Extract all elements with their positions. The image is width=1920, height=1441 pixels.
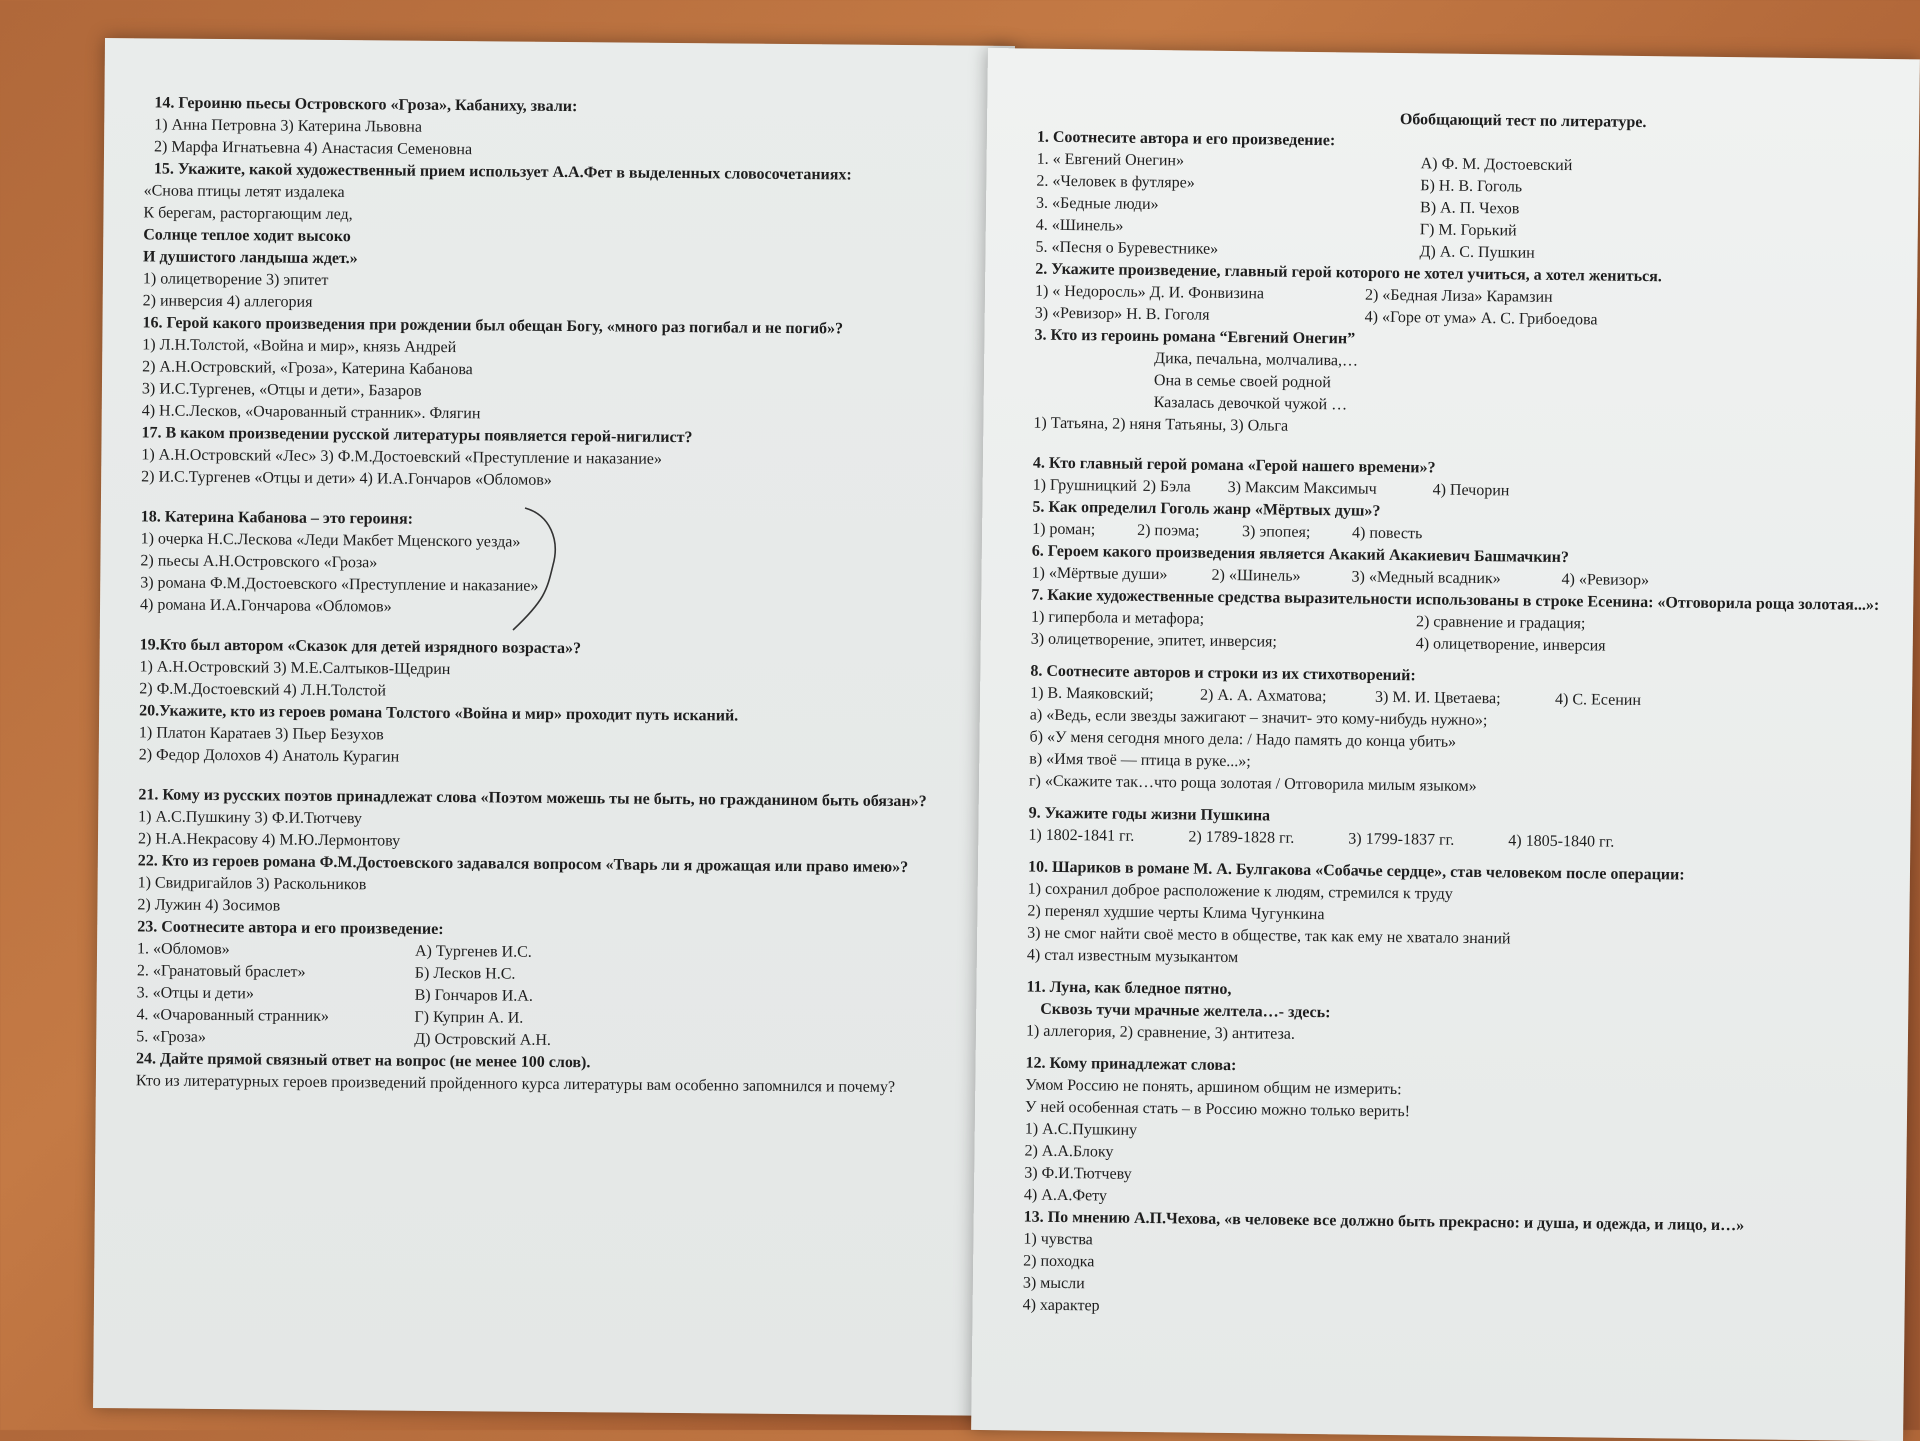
option: 4) С. Есенин xyxy=(1554,690,1642,710)
option: 3) М. И. Цветаева; xyxy=(1374,688,1501,708)
option: 3) И.С.Тургенев, «Отцы и дети», Базаров xyxy=(141,380,422,400)
option: 2) А.А.Блоку xyxy=(1024,1142,1114,1161)
poem-line: Солнце теплое ходит высоко xyxy=(143,226,351,246)
option: 3) не смог найти своё место в обществе, так как ему не хватало знаний xyxy=(1027,924,1511,948)
option: 2) Марфа Игнатьевна 4) Анастасия Семеновна xyxy=(153,138,473,159)
option: 3) «Ревизор» Н. В. Гоголя xyxy=(1034,304,1210,324)
question-20: 20.Укажите, кто из героев романа Толстого «Война и мир» проходит путь исканий. xyxy=(139,702,739,725)
question-14: 14. Героиню пьесы Островского «Гроза», Кабаниху, звали: xyxy=(154,94,578,116)
option: 2) Федор Долохов 4) Анатоль Курагин xyxy=(138,746,400,766)
option: 1) Л.Н.Толстой, «Война и мир», князь Андрей xyxy=(142,336,457,357)
question-3: 3. Кто из героинь романа “Евгений Онегин” xyxy=(1034,326,1356,348)
option: 1) Свидригайлов 3) Раскольников xyxy=(137,874,367,894)
quote-line: в) «Имя твоё — птица в руке...»; xyxy=(1029,750,1251,771)
quote-line: а) «Ведь, если звезды зажигают – значит- это кому-нибудь нужно»; xyxy=(1029,706,1488,730)
option: 1) сохранил доброе расположение к людям, стремился к труду xyxy=(1027,880,1453,903)
right-page xyxy=(971,48,1920,1441)
option: 4) А.А.Фету xyxy=(1023,1186,1108,1205)
option: 1) 1802-1841 гг. xyxy=(1028,826,1135,845)
work-item: 3. «Бедные люди» xyxy=(1036,194,1159,214)
option: 1) олицетворение 3) эпитет xyxy=(142,270,329,289)
option: 1) Грушницкий xyxy=(1032,476,1138,495)
option: 1) Платон Каратаев 3) Пьер Безухов xyxy=(138,724,384,744)
option: 3) эпопея; xyxy=(1242,523,1311,541)
work-item: 1. « Евгений Онегин» xyxy=(1036,150,1185,170)
poem-line: К берегам, расторгающим лед, xyxy=(143,204,353,224)
question-10: 10. Шариков в романе М. А. Булгакова «Собачье сердце», став человеком после операции: xyxy=(1027,858,1685,884)
option: 1) « Недоросль» Д. И. Фонвизина xyxy=(1034,282,1265,303)
option: 2) походка xyxy=(1023,1252,1095,1271)
matching-table xyxy=(136,938,967,1055)
author-item: А) Тургенев И.С. xyxy=(414,942,532,961)
poem-line: И душистого ландыша ждет.» xyxy=(143,248,358,268)
option: 3) Максим Максимыч xyxy=(1227,478,1377,498)
question-1: 1. Соотнесите автора и его произведение: xyxy=(1036,128,1336,150)
option: 4) Печорин xyxy=(1432,481,1510,500)
option: 2) Лужин 4) Зосимов xyxy=(137,896,281,915)
quote-line: г) «Скажите так…что роща золотая / Отговорила милым языком» xyxy=(1028,772,1477,796)
option: 3) Ф.И.Тютчеву xyxy=(1024,1164,1132,1183)
option: 1) «Мёртвые души» xyxy=(1031,564,1168,584)
author-item: Б) Н. В. Гоголь xyxy=(1420,177,1523,196)
option: 1) А.Н.Островский «Лес» 3) Ф.М.Достоевский «Преступление и наказание» xyxy=(141,446,662,468)
work-item: 4. «Шинель» xyxy=(1035,216,1124,235)
option: 2) А.Н.Островский, «Гроза», Катерина Кабанова xyxy=(142,358,473,379)
author-item: В) А. П. Чехов xyxy=(1419,199,1520,218)
option: 1) роман; xyxy=(1032,520,1096,539)
poem-line: Умом Россию не понять, аршином общим не измерить: xyxy=(1025,1076,1402,1099)
option: 2) перенял худшие черты Клима Чугункина xyxy=(1027,902,1325,924)
work-item: 5. «Гроза» xyxy=(136,1028,207,1046)
option: 2) Н.А.Некрасову 4) М.Ю.Лермонтову xyxy=(137,830,401,850)
work-item: 3. «Отцы и дети» xyxy=(136,984,254,1003)
work-item: 2. «Гранатовый браслет» xyxy=(136,962,306,981)
question-23: 23. Соотнесите автора и его произведение: xyxy=(137,918,444,938)
option: 4) «Ревизор» xyxy=(1561,571,1650,590)
option: 4) романа И.А.Гончарова «Обломов» xyxy=(139,596,392,616)
option: 2) «Бедная Лиза» Карамзин xyxy=(1364,286,1553,306)
author-item: Г) Куприн А. И. xyxy=(414,1008,524,1027)
poem-line: Она в семье своей родной xyxy=(1153,372,1331,392)
question-18: 18. Катерина Кабанова – это героиня: xyxy=(140,508,414,528)
poem-line: «Снова птицы летят издалека xyxy=(143,182,345,202)
question-text: Кто из литературных героев произведений пройденного курса литературы вам особенно запомнился и почему? xyxy=(135,1072,896,1096)
option: 4) «Горе от ума» А. С. Грибоедова xyxy=(1364,308,1598,329)
option: 2) поэма; xyxy=(1137,521,1200,540)
poem-line: У ней особенная стать – в Россию можно только верить! xyxy=(1024,1098,1411,1121)
option: 3) «Медный всадник» xyxy=(1351,568,1501,588)
option: 2) сравнение и градация; xyxy=(1415,613,1586,633)
option: 4) Н.С.Лесков, «Очарованный странник». Флягин xyxy=(141,402,481,423)
option: 1) А.С.Пушкину 3) Ф.И.Тютчеву xyxy=(138,808,362,828)
option: 1) очерка Н.С.Лескова «Леди Макбет Мценского уезда» xyxy=(140,530,521,551)
question-4: 4. Кто главный герой романа «Герой нашего времени»? xyxy=(1032,454,1436,477)
option: 2) И.С.Тургенев «Отцы и дети» 4) И.А.Гончаров «Обломов» xyxy=(141,468,552,489)
option: 3) 1799-1837 гг. xyxy=(1348,830,1455,849)
option: 1) гипербола и метафора; xyxy=(1030,608,1205,628)
option: 1) Анна Петровна 3) Катерина Львовна xyxy=(154,116,423,136)
option: 3) романа Ф.М.Достоевского «Преступление и наказание» xyxy=(140,574,539,595)
option: 4) 1805-1840 гг. xyxy=(1508,832,1615,851)
author-item: В) Гончаров И.А. xyxy=(414,986,533,1005)
option: 2) инверсия 4) аллегория xyxy=(142,292,313,311)
option: 4) олицетворение, инверсия xyxy=(1415,635,1606,655)
work-item: 1. «Обломов» xyxy=(136,940,230,959)
author-item: Б) Лесков Н.С. xyxy=(414,964,516,983)
question-11-line2: Сквозь тучи мрачные желтела…- здесь: xyxy=(1040,1000,1331,1022)
question-11: 11. Луна, как бледное пятно, xyxy=(1026,978,1232,999)
author-item: Д) Островский А.Н. xyxy=(414,1030,551,1049)
option: 1) Татьяна, 2) няня Татьяны, 3) Ольга xyxy=(1033,414,1289,435)
option: 1) чувства xyxy=(1023,1230,1093,1249)
work-item: 4. «Очарованный странник» xyxy=(136,1006,329,1025)
option: 1) А.Н.Островский 3) М.Е.Салтыков-Щедрин xyxy=(139,658,451,679)
question-21: 21. Кому из русских поэтов принадлежат слова «Поэтом можешь ты не быть, но гражданином быть обязан»? xyxy=(138,786,927,811)
question-16: 16. Герой какого произведения при рождении был обещан Богу, «много раз погибал и не погиб»? xyxy=(142,314,844,338)
question-24: 24. Дайте прямой связный ответ на вопрос (не менее 100 слов). xyxy=(136,1050,591,1072)
work-item: 2. «Человек в футляре» xyxy=(1036,172,1195,192)
option: 1) А.С.Пушкину xyxy=(1024,1120,1138,1139)
option: 4) стал известным музыкантом xyxy=(1026,946,1239,967)
poem-line: Казалась девочкой чужой … xyxy=(1153,394,1348,414)
question-7: 7. Какие художественные средства выразительности использованы в строке Есенина: «Отговорила роща золотая...»: xyxy=(1031,586,1880,614)
option: 2) Ф.М.Достоевский 4) Л.Н.Толстой xyxy=(139,680,387,700)
author-item: Г) М. Горький xyxy=(1419,221,1517,240)
option: 2) 1789-1828 гг. xyxy=(1188,828,1295,847)
option: 2) Бэла xyxy=(1142,477,1191,496)
question-22: 22. Кто из героев романа Ф.М.Достоевского задавался вопросом «Тварь ли я дрожащая или право имею»? xyxy=(137,852,909,877)
option: 1) В. Маяковский; xyxy=(1030,684,1154,704)
page-title: Обобщающий тест по литературе. xyxy=(1399,111,1647,132)
question-9: 9. Укажите годы жизни Пушкина xyxy=(1028,804,1271,825)
question-5: 5. Как определил Гоголь жанр «Мёртвых душ»? xyxy=(1032,498,1381,520)
quote-line: б) «У меня сегодня много дела: / Надо память до конца убить» xyxy=(1029,728,1457,751)
question-12: 12. Кому принадлежат слова: xyxy=(1025,1054,1237,1075)
option: 1) аллегория, 2) сравнение, 3) антитеза. xyxy=(1025,1022,1296,1043)
question-2: 2. Укажите произведение, главный герой которого не хотел учиться, а хотел жениться. xyxy=(1035,260,1662,286)
question-6: 6. Героем какого произведения является Акакий Акакиевич Башмачкин? xyxy=(1031,542,1570,567)
option: 2) А. А. Ахматова; xyxy=(1200,686,1327,706)
question-13: 13. По мнению А.П.Чехова, «в человеке все должно быть прекрасно: и душа, и одежда, и лицо, и…» xyxy=(1023,1208,1745,1235)
matching-table xyxy=(1035,149,1888,269)
option: 2) пьесы А.Н.Островского «Гроза» xyxy=(140,552,378,572)
poem-line: Дика, печальна, молчалива,… xyxy=(1154,350,1359,370)
author-item: А) Ф. М. Достоевский xyxy=(1420,155,1573,175)
question-17: 17. В каком произведении русской литературы появляется герой-нигилист? xyxy=(141,424,693,447)
option: 3) олицетворение, эпитет, инверсия; xyxy=(1030,630,1277,651)
option: 3) мысли xyxy=(1022,1274,1085,1293)
option: 2) «Шинель» xyxy=(1211,566,1301,585)
question-19: 19.Кто был автором «Сказок для детей изрядного возраста»? xyxy=(139,636,582,658)
work-item: 5. «Песня о Буревестнике» xyxy=(1035,238,1219,258)
question-15: 15. Укажите, какой художественный прием использует А.А.Фет в выделенных словосочетаниях: xyxy=(153,160,852,184)
option: 4) характер xyxy=(1022,1296,1100,1315)
pen-scribble xyxy=(505,500,565,640)
option: 4) повесть xyxy=(1351,524,1423,543)
left-page xyxy=(93,38,1015,1416)
author-item: Д) А. С. Пушкин xyxy=(1419,243,1535,262)
question-8: 8. Соотнесите авторов и строки из их стихотворений: xyxy=(1030,662,1416,685)
